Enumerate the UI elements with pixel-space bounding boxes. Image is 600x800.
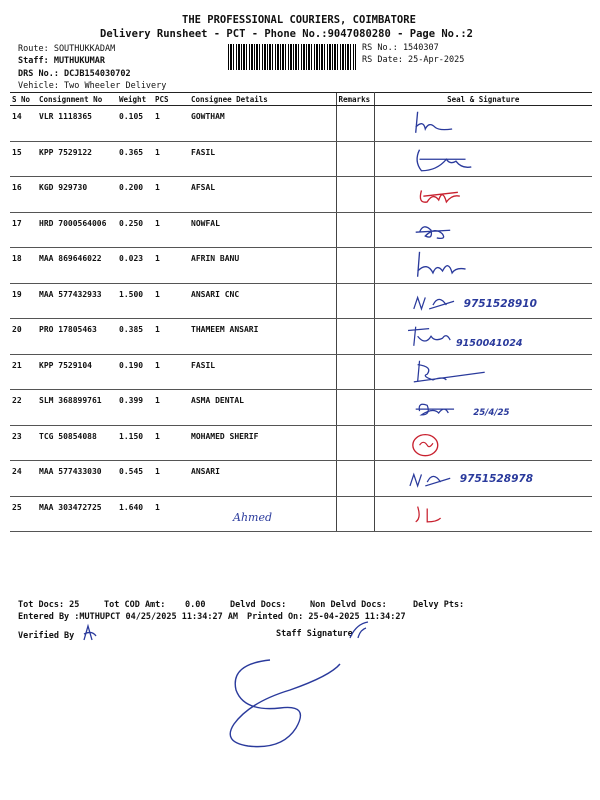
signature-image	[375, 355, 593, 390]
row-pcs: 1	[153, 354, 189, 390]
runsheet-subtitle: Delivery Runsheet - PCT - Phone No.:9047080280 - Page No.:2	[100, 28, 473, 40]
staff-label: Staff: MUTHUKUMAR	[18, 56, 105, 66]
row-remarks	[336, 106, 374, 142]
signature-image	[375, 106, 593, 141]
row-remarks	[336, 283, 374, 319]
table-row	[10, 354, 592, 390]
row-weight: 0.365	[117, 141, 153, 177]
row-consignee: AFSAL	[189, 177, 336, 213]
row-weight: 0.545	[117, 461, 153, 497]
entered-by: Entered By :MUTHUPCT 04/25/2025 11:34:27 AM	[18, 612, 239, 622]
row-signature	[374, 390, 592, 426]
rs-date-label: RS Date: 25-Apr-2025	[362, 55, 465, 65]
row-remarks	[336, 496, 374, 532]
row-pcs: 1	[153, 390, 189, 426]
row-consignee: ASMA DENTAL	[189, 390, 336, 426]
row-weight: 0.023	[117, 248, 153, 284]
total-docs: Tot Docs: 25	[18, 600, 80, 610]
row-remarks	[336, 461, 374, 497]
row-signature	[374, 177, 592, 213]
row-consignment: MAA 303472725	[37, 496, 117, 532]
row-signature	[374, 496, 592, 532]
row-weight: 1.500	[117, 283, 153, 319]
row-consignee: ANSARI CNC	[189, 283, 336, 319]
row-consignee: NOWFAL	[189, 212, 336, 248]
row-consignment: MAA 869646022	[37, 248, 117, 284]
row-pcs: 1	[153, 283, 189, 319]
table-row	[10, 106, 592, 142]
row-remarks	[336, 319, 374, 355]
table-row	[10, 425, 592, 461]
row-consignee	[189, 496, 336, 532]
table-row	[10, 248, 592, 284]
table-row	[10, 461, 592, 497]
row-signature	[374, 283, 592, 319]
col-signature: Seal & Signature	[374, 93, 592, 106]
large-signature-image	[200, 650, 360, 760]
row-weight: 0.190	[117, 354, 153, 390]
row-consignment: MAA 577433030	[37, 461, 117, 497]
row-weight: 0.250	[117, 212, 153, 248]
row-consignment: VLR 1118365	[37, 106, 117, 142]
row-pcs: 1	[153, 212, 189, 248]
row-consignment: PRO 17805463	[37, 319, 117, 355]
rs-no-label: RS No.: 1540307	[362, 43, 439, 53]
staff-signature-label: Staff Signature	[276, 629, 353, 639]
col-sno: S No	[10, 93, 37, 106]
row-consignment: SLM 368899761	[37, 390, 117, 426]
consignee-handwriting: Ahmed	[233, 510, 273, 524]
signature-image	[375, 177, 593, 212]
row-remarks	[336, 248, 374, 284]
row-pcs: 1	[153, 141, 189, 177]
row-sno: 16	[10, 177, 37, 213]
row-sno: 18	[10, 248, 37, 284]
date-handwriting: 25/4/25	[472, 407, 509, 418]
row-sno: 22	[10, 390, 37, 426]
col-pcs: PCS	[153, 93, 189, 106]
row-signature	[374, 461, 592, 497]
table-header-row	[10, 93, 592, 106]
phone-handwriting: 9751528978	[459, 473, 533, 486]
signature-image	[375, 142, 593, 177]
row-weight: 1.150	[117, 425, 153, 461]
phone-handwriting: 9150041024	[455, 337, 523, 349]
row-consignment: MAA 577432933	[37, 283, 117, 319]
row-signature	[374, 354, 592, 390]
row-weight: 0.105	[117, 106, 153, 142]
row-consignment: TCG 50854088	[37, 425, 117, 461]
row-remarks	[336, 141, 374, 177]
row-consignee: GOWTHAM	[189, 106, 336, 142]
delivered-docs: Delvd Docs:	[230, 600, 287, 610]
row-consignee: AFRIN BANU	[189, 248, 336, 284]
table-row	[10, 390, 592, 426]
row-weight: 0.200	[117, 177, 153, 213]
row-signature	[374, 106, 592, 142]
delivery-points: Delvy Pts:	[413, 600, 465, 610]
table-row	[10, 141, 592, 177]
signature-image	[375, 248, 593, 283]
table-row	[10, 283, 592, 319]
row-weight: 1.640	[117, 496, 153, 532]
row-consignee: THAMEEM ANSARI	[189, 319, 336, 355]
row-sno: 25	[10, 496, 37, 532]
row-pcs: 1	[153, 425, 189, 461]
row-consignment: KPP 7529104	[37, 354, 117, 390]
signature-image	[375, 213, 593, 248]
phone-handwriting: 9751528910	[463, 297, 537, 310]
row-consignee: FASIL	[189, 354, 336, 390]
row-remarks	[336, 354, 374, 390]
row-sno: 19	[10, 283, 37, 319]
row-sno: 14	[10, 106, 37, 142]
non-delivered-docs: Non Delvd Docs:	[310, 600, 387, 610]
row-consignment: HRD 7000564006	[37, 212, 117, 248]
signature-image	[375, 390, 593, 425]
table-row	[10, 319, 592, 355]
printed-on: Printed On: 25-04-2025 11:34:27	[247, 612, 406, 622]
row-sno: 24	[10, 461, 37, 497]
row-sno: 23	[10, 425, 37, 461]
total-cod-label: Tot COD Amt:	[104, 600, 166, 610]
row-signature	[374, 212, 592, 248]
row-signature	[374, 141, 592, 177]
row-sno: 15	[10, 141, 37, 177]
signature-image	[375, 284, 593, 319]
row-weight: 0.399	[117, 390, 153, 426]
col-remarks: Remarks	[336, 93, 374, 106]
verifier-initial-image	[78, 622, 100, 644]
table-row	[10, 212, 592, 248]
row-consignee: ANSARI	[189, 461, 336, 497]
row-consignee: FASIL	[189, 141, 336, 177]
signature-image	[375, 319, 593, 354]
route-label: Route: SOUTHUKKADAM	[18, 44, 116, 54]
row-sno: 17	[10, 212, 37, 248]
table-row	[10, 177, 592, 213]
row-consignee: MOHAMED SHERIF	[189, 425, 336, 461]
vehicle-label: Vehicle: Two Wheeler Delivery	[18, 81, 167, 91]
staff-signature-mark	[346, 618, 376, 642]
row-sno: 21	[10, 354, 37, 390]
row-pcs: 1	[153, 177, 189, 213]
col-consignee: Consignee Details	[189, 93, 336, 106]
row-signature	[374, 425, 592, 461]
company-title: THE PROFESSIONAL COURIERS, COIMBATORE	[182, 14, 416, 26]
row-pcs: 1	[153, 106, 189, 142]
row-pcs: 1	[153, 496, 189, 532]
col-consignment: Consignment No	[37, 93, 117, 106]
row-sno: 20	[10, 319, 37, 355]
signature-image	[375, 497, 593, 532]
row-pcs: 1	[153, 319, 189, 355]
row-remarks	[336, 177, 374, 213]
row-consignment: KGD 929730	[37, 177, 117, 213]
signature-image	[375, 461, 593, 496]
row-consignment: KPP 7529122	[37, 141, 117, 177]
row-signature	[374, 319, 592, 355]
row-pcs: 1	[153, 461, 189, 497]
row-remarks	[336, 425, 374, 461]
drs-label: DRS No.: DCJB154030702	[18, 69, 131, 79]
verified-by-label: Verified By	[18, 631, 75, 641]
row-signature	[374, 248, 592, 284]
table-row	[10, 496, 592, 532]
runsheet-table	[10, 92, 592, 532]
row-weight: 0.385	[117, 319, 153, 355]
barcode-image	[228, 44, 356, 70]
total-cod-value: 0.00	[185, 600, 206, 610]
signature-image	[375, 426, 593, 461]
col-weight: Weight	[117, 93, 153, 106]
row-remarks	[336, 390, 374, 426]
row-remarks	[336, 212, 374, 248]
row-pcs: 1	[153, 248, 189, 284]
